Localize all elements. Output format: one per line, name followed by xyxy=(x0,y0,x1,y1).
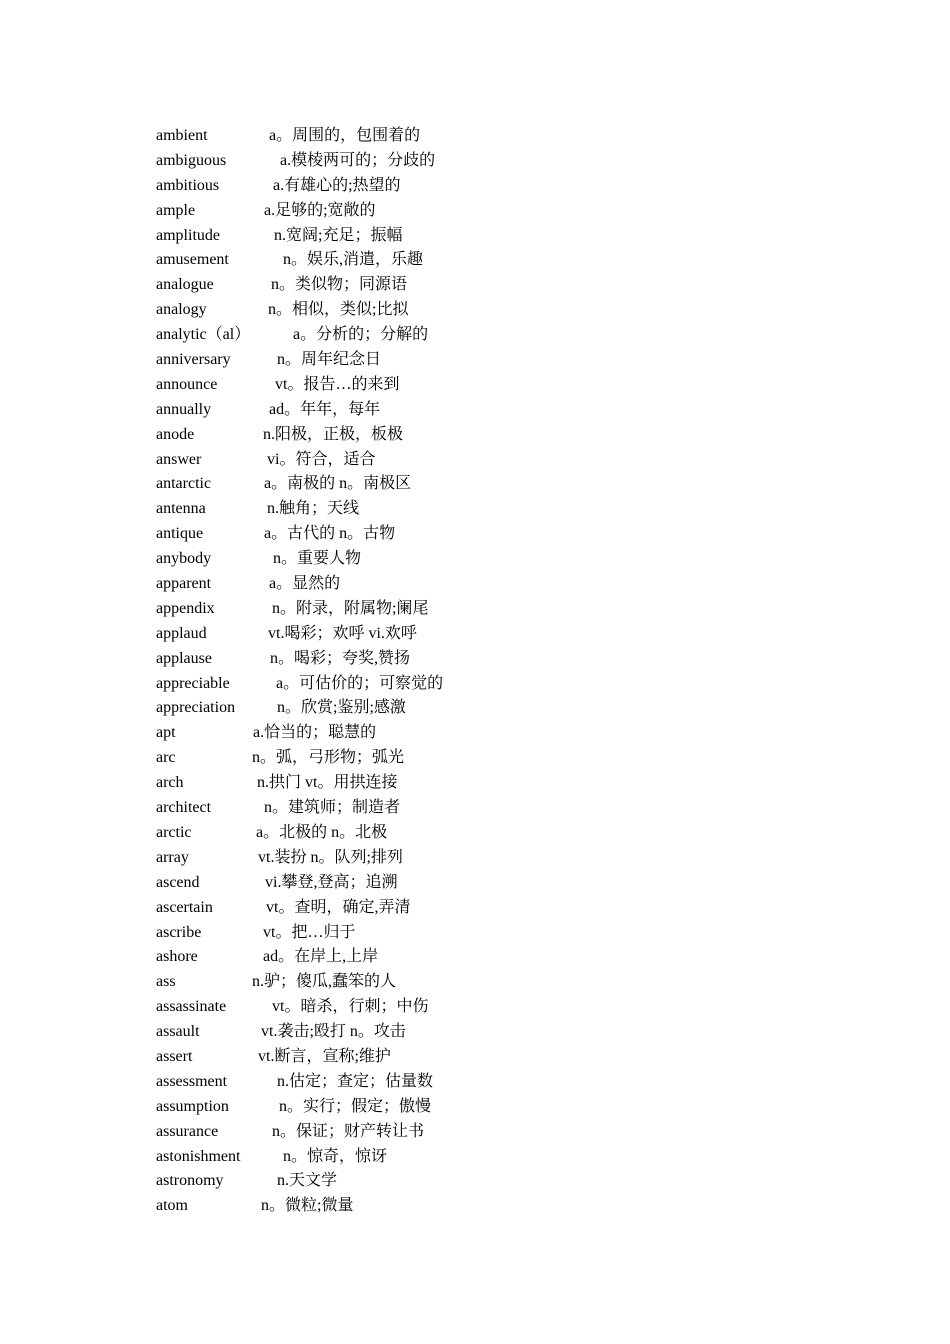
vocabulary-entry xyxy=(156,174,401,199)
vocabulary-entry xyxy=(156,696,406,721)
entry-word: ascend xyxy=(156,873,200,891)
entry-word: assassinate xyxy=(156,998,227,1016)
vocabulary-entry xyxy=(156,572,341,597)
entry-word: ample xyxy=(156,201,196,219)
entry-definition: a。显然的 xyxy=(269,575,341,593)
entry-word: announce xyxy=(156,375,218,393)
entry-word: antenna xyxy=(156,500,206,518)
vocabulary-entry xyxy=(156,1145,388,1170)
vocabulary-entry xyxy=(156,1070,434,1095)
vocabulary-entry xyxy=(156,647,411,672)
entry-word: analogy xyxy=(156,301,207,319)
entry-definition: a.有雄心的;热望的 xyxy=(273,176,401,194)
entry-word: analogue xyxy=(156,276,214,294)
entry-word: appreciation xyxy=(156,699,236,717)
vocabulary-entry xyxy=(156,298,409,323)
entry-word: assert xyxy=(156,1047,193,1065)
entry-word: apt xyxy=(156,724,176,742)
entry-word: amplitude xyxy=(156,226,220,244)
entry-definition: vt.喝彩；欢呼 vi.欢呼 xyxy=(268,624,417,642)
vocabulary-entry xyxy=(156,921,356,946)
vocabulary-entry xyxy=(156,945,379,970)
entry-definition: vt。报告…的来到 xyxy=(275,375,400,393)
entry-word: ass xyxy=(156,973,176,991)
entry-definition: n。实行；假定；傲慢 xyxy=(279,1097,432,1115)
vocabulary-list xyxy=(156,124,444,1219)
entry-word: applause xyxy=(156,649,212,667)
entry-definition: vt.装扮 n。队列;排列 xyxy=(258,848,403,866)
entry-definition: n。喝彩；夸奖,赞扬 xyxy=(270,649,411,667)
entry-definition: vt.袭击;殴打 n。攻击 xyxy=(261,1023,406,1041)
vocabulary-entry xyxy=(156,124,421,149)
vocabulary-entry xyxy=(156,224,403,249)
vocabulary-entry xyxy=(156,1194,354,1219)
entry-definition: a。古代的 n。古物 xyxy=(264,525,396,543)
vocabulary-entry xyxy=(156,896,411,921)
entry-definition: n.驴；傻瓜,蠢笨的人 xyxy=(252,973,397,991)
entry-definition: vt.断言，宣称;维护 xyxy=(258,1047,391,1065)
vocabulary-entry xyxy=(156,1020,406,1045)
entry-definition: n.拱门 vt。用拱连接 xyxy=(257,774,398,792)
vocabulary-entry xyxy=(156,970,397,995)
entry-word: antarctic xyxy=(156,475,212,493)
entry-definition: n。欣赏;鉴别;感激 xyxy=(277,699,406,717)
vocabulary-entry xyxy=(156,273,408,298)
vocabulary-entry xyxy=(156,672,444,697)
entry-word: array xyxy=(156,848,189,866)
entry-word: amusement xyxy=(156,251,229,269)
entry-definition: n.阳极，正极，板极 xyxy=(263,425,404,443)
entry-definition: vi.攀登,登高；追溯 xyxy=(265,873,398,891)
entry-definition: a。周围的，包围着的 xyxy=(269,127,421,144)
vocabulary-entry xyxy=(156,199,376,224)
vocabulary-entry xyxy=(156,1169,338,1194)
entry-definition: n。建筑师；制造者 xyxy=(264,799,401,817)
entry-word: analytic（al） xyxy=(156,326,251,344)
vocabulary-entry xyxy=(156,796,401,821)
vocabulary-entry xyxy=(156,398,381,423)
entry-definition: vt。暗杀，行刺；中伤 xyxy=(272,998,429,1016)
entry-word: astonishment xyxy=(156,1147,241,1165)
entry-word: anode xyxy=(156,425,195,443)
entry-definition: a。北极的 n。北极 xyxy=(256,823,388,841)
vocabulary-entry xyxy=(156,1095,432,1120)
vocabulary-entry xyxy=(156,995,429,1020)
entry-definition: n.天文学 xyxy=(277,1172,338,1190)
entry-word: architect xyxy=(156,799,212,817)
vocabulary-entry xyxy=(156,522,396,547)
entry-word: astronomy xyxy=(156,1172,224,1190)
entry-definition: n。微粒;微量 xyxy=(261,1197,354,1215)
vocabulary-entry xyxy=(156,821,388,846)
entry-definition: a。分析的；分解的 xyxy=(293,326,429,344)
entry-definition: n。重要人物 xyxy=(273,550,362,568)
vocabulary-entry xyxy=(156,497,360,522)
vocabulary-entry xyxy=(156,472,412,497)
vocabulary-entry xyxy=(156,846,403,871)
vocabulary-entry xyxy=(156,746,405,771)
entry-word: appreciable xyxy=(156,674,230,692)
entry-word: assault xyxy=(156,1023,200,1041)
vocabulary-entry xyxy=(156,721,377,746)
entry-word: ascribe xyxy=(156,923,202,941)
entry-word: applaud xyxy=(156,624,207,642)
entry-definition: n。相似，类似;比拟 xyxy=(268,301,409,319)
entry-word: arctic xyxy=(156,823,192,841)
entry-definition: n。惊奇，惊讶 xyxy=(283,1147,388,1165)
vocabulary-entry xyxy=(156,871,398,896)
entry-definition: vi。符合，适合 xyxy=(267,450,376,468)
vocabulary-entry xyxy=(156,423,404,448)
entry-word: atom xyxy=(156,1197,188,1215)
entry-definition: n。类似物；同源语 xyxy=(271,276,408,294)
entry-definition: a。可估价的；可察觉的 xyxy=(276,674,444,692)
entry-definition: n.宽阔;充足；振幅 xyxy=(274,226,403,244)
entry-definition: n。附录，附属物;阑尾 xyxy=(272,599,429,617)
entry-word: arc xyxy=(156,749,176,767)
entry-definition: vt。查明，确定,弄清 xyxy=(266,898,411,916)
entry-word: answer xyxy=(156,450,202,468)
vocabulary-entry xyxy=(156,149,436,174)
vocabulary-entry xyxy=(156,323,429,348)
entry-definition: n。保证；财产转让书 xyxy=(272,1122,425,1140)
entry-word: appendix xyxy=(156,599,215,617)
entry-definition: a.足够的;宽敞的 xyxy=(264,201,376,219)
vocabulary-entry xyxy=(156,348,382,373)
entry-definition: n。周年纪念日 xyxy=(277,351,382,369)
vocabulary-entry xyxy=(156,547,362,572)
entry-word: assumption xyxy=(156,1097,229,1115)
entry-word: apparent xyxy=(156,575,212,593)
entry-definition: n.估定；查定；估量数 xyxy=(277,1072,434,1090)
vocabulary-entry xyxy=(156,248,424,273)
entry-definition: a。南极的 n。南极区 xyxy=(264,475,412,493)
entry-word: anniversary xyxy=(156,351,231,369)
vocabulary-entry xyxy=(156,1045,391,1070)
entry-word: ashore xyxy=(156,948,198,966)
entry-definition: n.触角；天线 xyxy=(267,500,360,518)
vocabulary-entry xyxy=(156,448,376,473)
entry-word: anybody xyxy=(156,550,212,568)
entry-definition: n。娱乐,消遣，乐趣 xyxy=(283,251,424,269)
vocabulary-entry xyxy=(156,597,429,622)
entry-word: annually xyxy=(156,400,212,418)
vocabulary-entry xyxy=(156,1120,425,1145)
entry-definition: ad。在岸上,上岸 xyxy=(263,948,379,966)
entry-definition: a.恰当的；聪慧的 xyxy=(253,724,377,742)
entry-word: arch xyxy=(156,774,184,792)
entry-word: assessment xyxy=(156,1072,228,1090)
vocabulary-entry xyxy=(156,373,400,398)
entry-word: ascertain xyxy=(156,898,213,916)
entry-definition: a.模棱两可的；分歧的 xyxy=(280,151,436,169)
entry-word: ambitious xyxy=(156,176,220,194)
entry-word: ambiguous xyxy=(156,151,227,169)
vocabulary-entry xyxy=(156,771,398,796)
entry-definition: ad。年年，每年 xyxy=(269,400,381,418)
entry-definition: vt。把…归于 xyxy=(263,923,356,941)
vocabulary-entry xyxy=(156,622,417,647)
entry-word: assurance xyxy=(156,1122,219,1140)
entry-word: antique xyxy=(156,525,204,543)
entry-word: ambient xyxy=(156,127,208,144)
entry-definition: n。弧，弓形物；弧光 xyxy=(252,749,405,767)
